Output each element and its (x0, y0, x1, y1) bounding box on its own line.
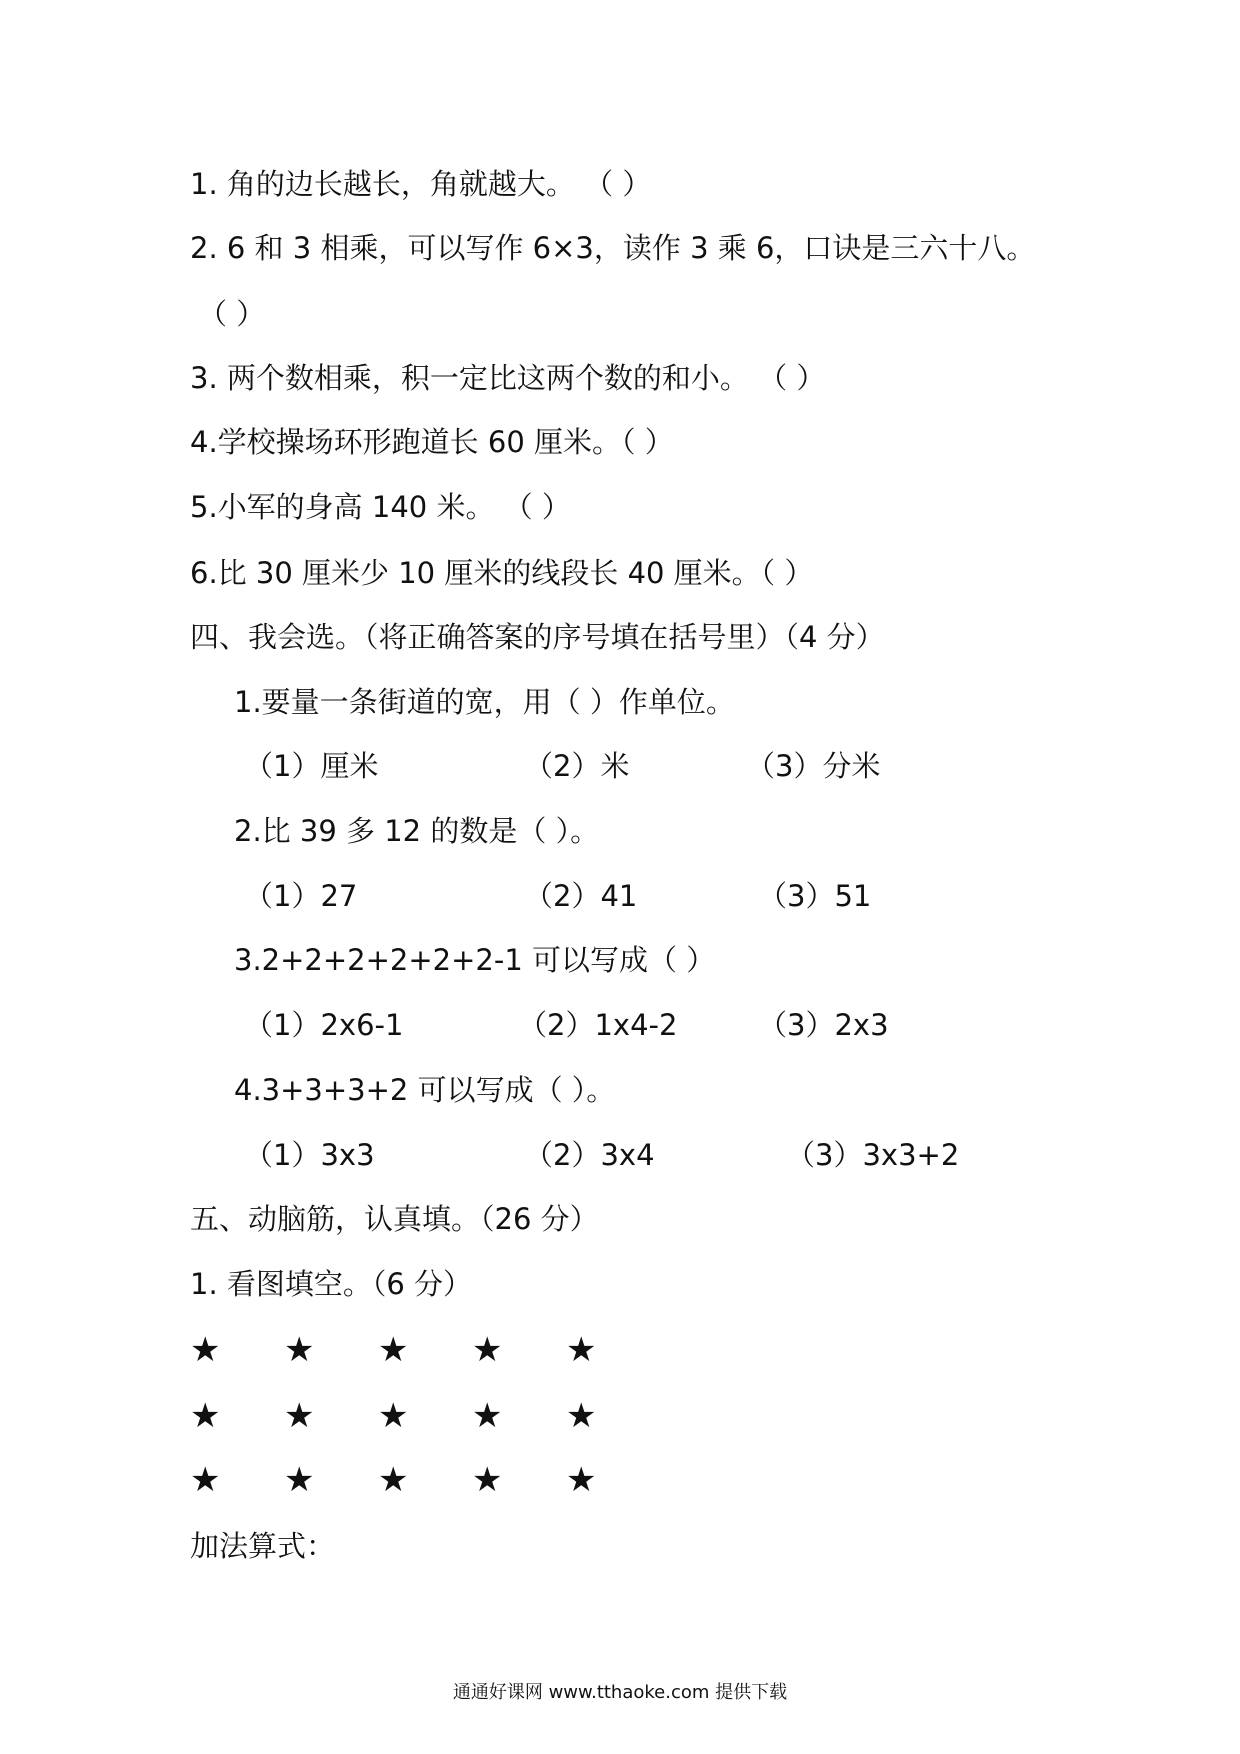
choice-1-option-3: （3）分米 (746, 749, 881, 783)
star-icon: ★ (190, 1460, 221, 1500)
choice-2-option-2: （2）41 (524, 879, 638, 913)
star-icon: ★ (566, 1396, 597, 1436)
choice-3-option-2: （2）1x4-2 (518, 1008, 678, 1042)
choice-3-option-1: （1）2x6-1 (244, 1008, 404, 1042)
judge-item-5: 5.小军的身高 140 米。 （ ） (190, 490, 571, 524)
choice-1-option-2: （2）米 (524, 749, 630, 783)
judge-item-3: 3. 两个数相乘，积一定比这两个数的和小。 （ ） (190, 361, 826, 395)
fill-question-1: 1. 看图填空。（6 分） (190, 1267, 473, 1301)
judge-item-6: 6.比 30 厘米少 10 厘米的线段长 40 厘米。（ ） (190, 556, 814, 590)
star-row-3 (190, 1460, 660, 1500)
star-icon: ★ (378, 1460, 409, 1500)
star-icon: ★ (284, 1330, 315, 1370)
choice-question-4: 4.3+3+3+2 可以写成（ ）。 (234, 1073, 616, 1107)
choice-4-option-2: （2）3x4 (524, 1138, 655, 1172)
star-icon: ★ (284, 1460, 315, 1500)
section-5-title: 五、动脑筋，认真填。（26 分） (190, 1202, 599, 1236)
judge-item-2: 2. 6 和 3 相乘，可以写作 6×3，读作 3 乘 6，口诀是三六十八。 (190, 231, 1036, 265)
choice-4-option-1: （1）3x3 (244, 1138, 375, 1172)
addition-formula-label: 加法算式： (190, 1529, 336, 1563)
judge-item-1: 1. 角的边长越长，角就越大。 （ ） (190, 167, 652, 201)
star-icon: ★ (378, 1330, 409, 1370)
judge-item-4: 4.学校操场环形跑道长 60 厘米。（ ） (190, 425, 674, 459)
choice-3-option-3: （3）2x3 (758, 1008, 889, 1042)
choice-4-option-3: （3）3x3+2 (786, 1138, 960, 1172)
star-icon: ★ (566, 1460, 597, 1500)
judge-item-2-bracket: （ ） (198, 297, 266, 331)
star-icon: ★ (472, 1396, 503, 1436)
choice-1-option-1: （1）厘米 (244, 749, 379, 783)
choice-question-1: 1.要量一条街道的宽，用（ ）作单位。 (234, 685, 735, 719)
choice-question-2: 2.比 39 多 12 的数是（ ）。 (234, 814, 600, 848)
star-icon: ★ (284, 1396, 315, 1436)
page-footer: 通通好课网 www.tthaoke.com 提供下载 (452, 1682, 788, 1703)
star-icon: ★ (566, 1330, 597, 1370)
section-4-title: 四、我会选。（将正确答案的序号填在括号里）（4 分） (190, 620, 885, 654)
star-icon: ★ (472, 1330, 503, 1370)
choice-2-option-1: （1）27 (244, 879, 358, 913)
star-icon: ★ (190, 1330, 221, 1370)
star-icon: ★ (378, 1396, 409, 1436)
star-icon: ★ (190, 1396, 221, 1436)
star-row-1 (190, 1330, 660, 1370)
choice-2-option-3: （3）51 (758, 879, 872, 913)
choice-question-3: 3.2+2+2+2+2+2-1 可以写成（ ） (234, 943, 716, 977)
star-icon: ★ (472, 1460, 503, 1500)
star-row-2 (190, 1396, 660, 1436)
